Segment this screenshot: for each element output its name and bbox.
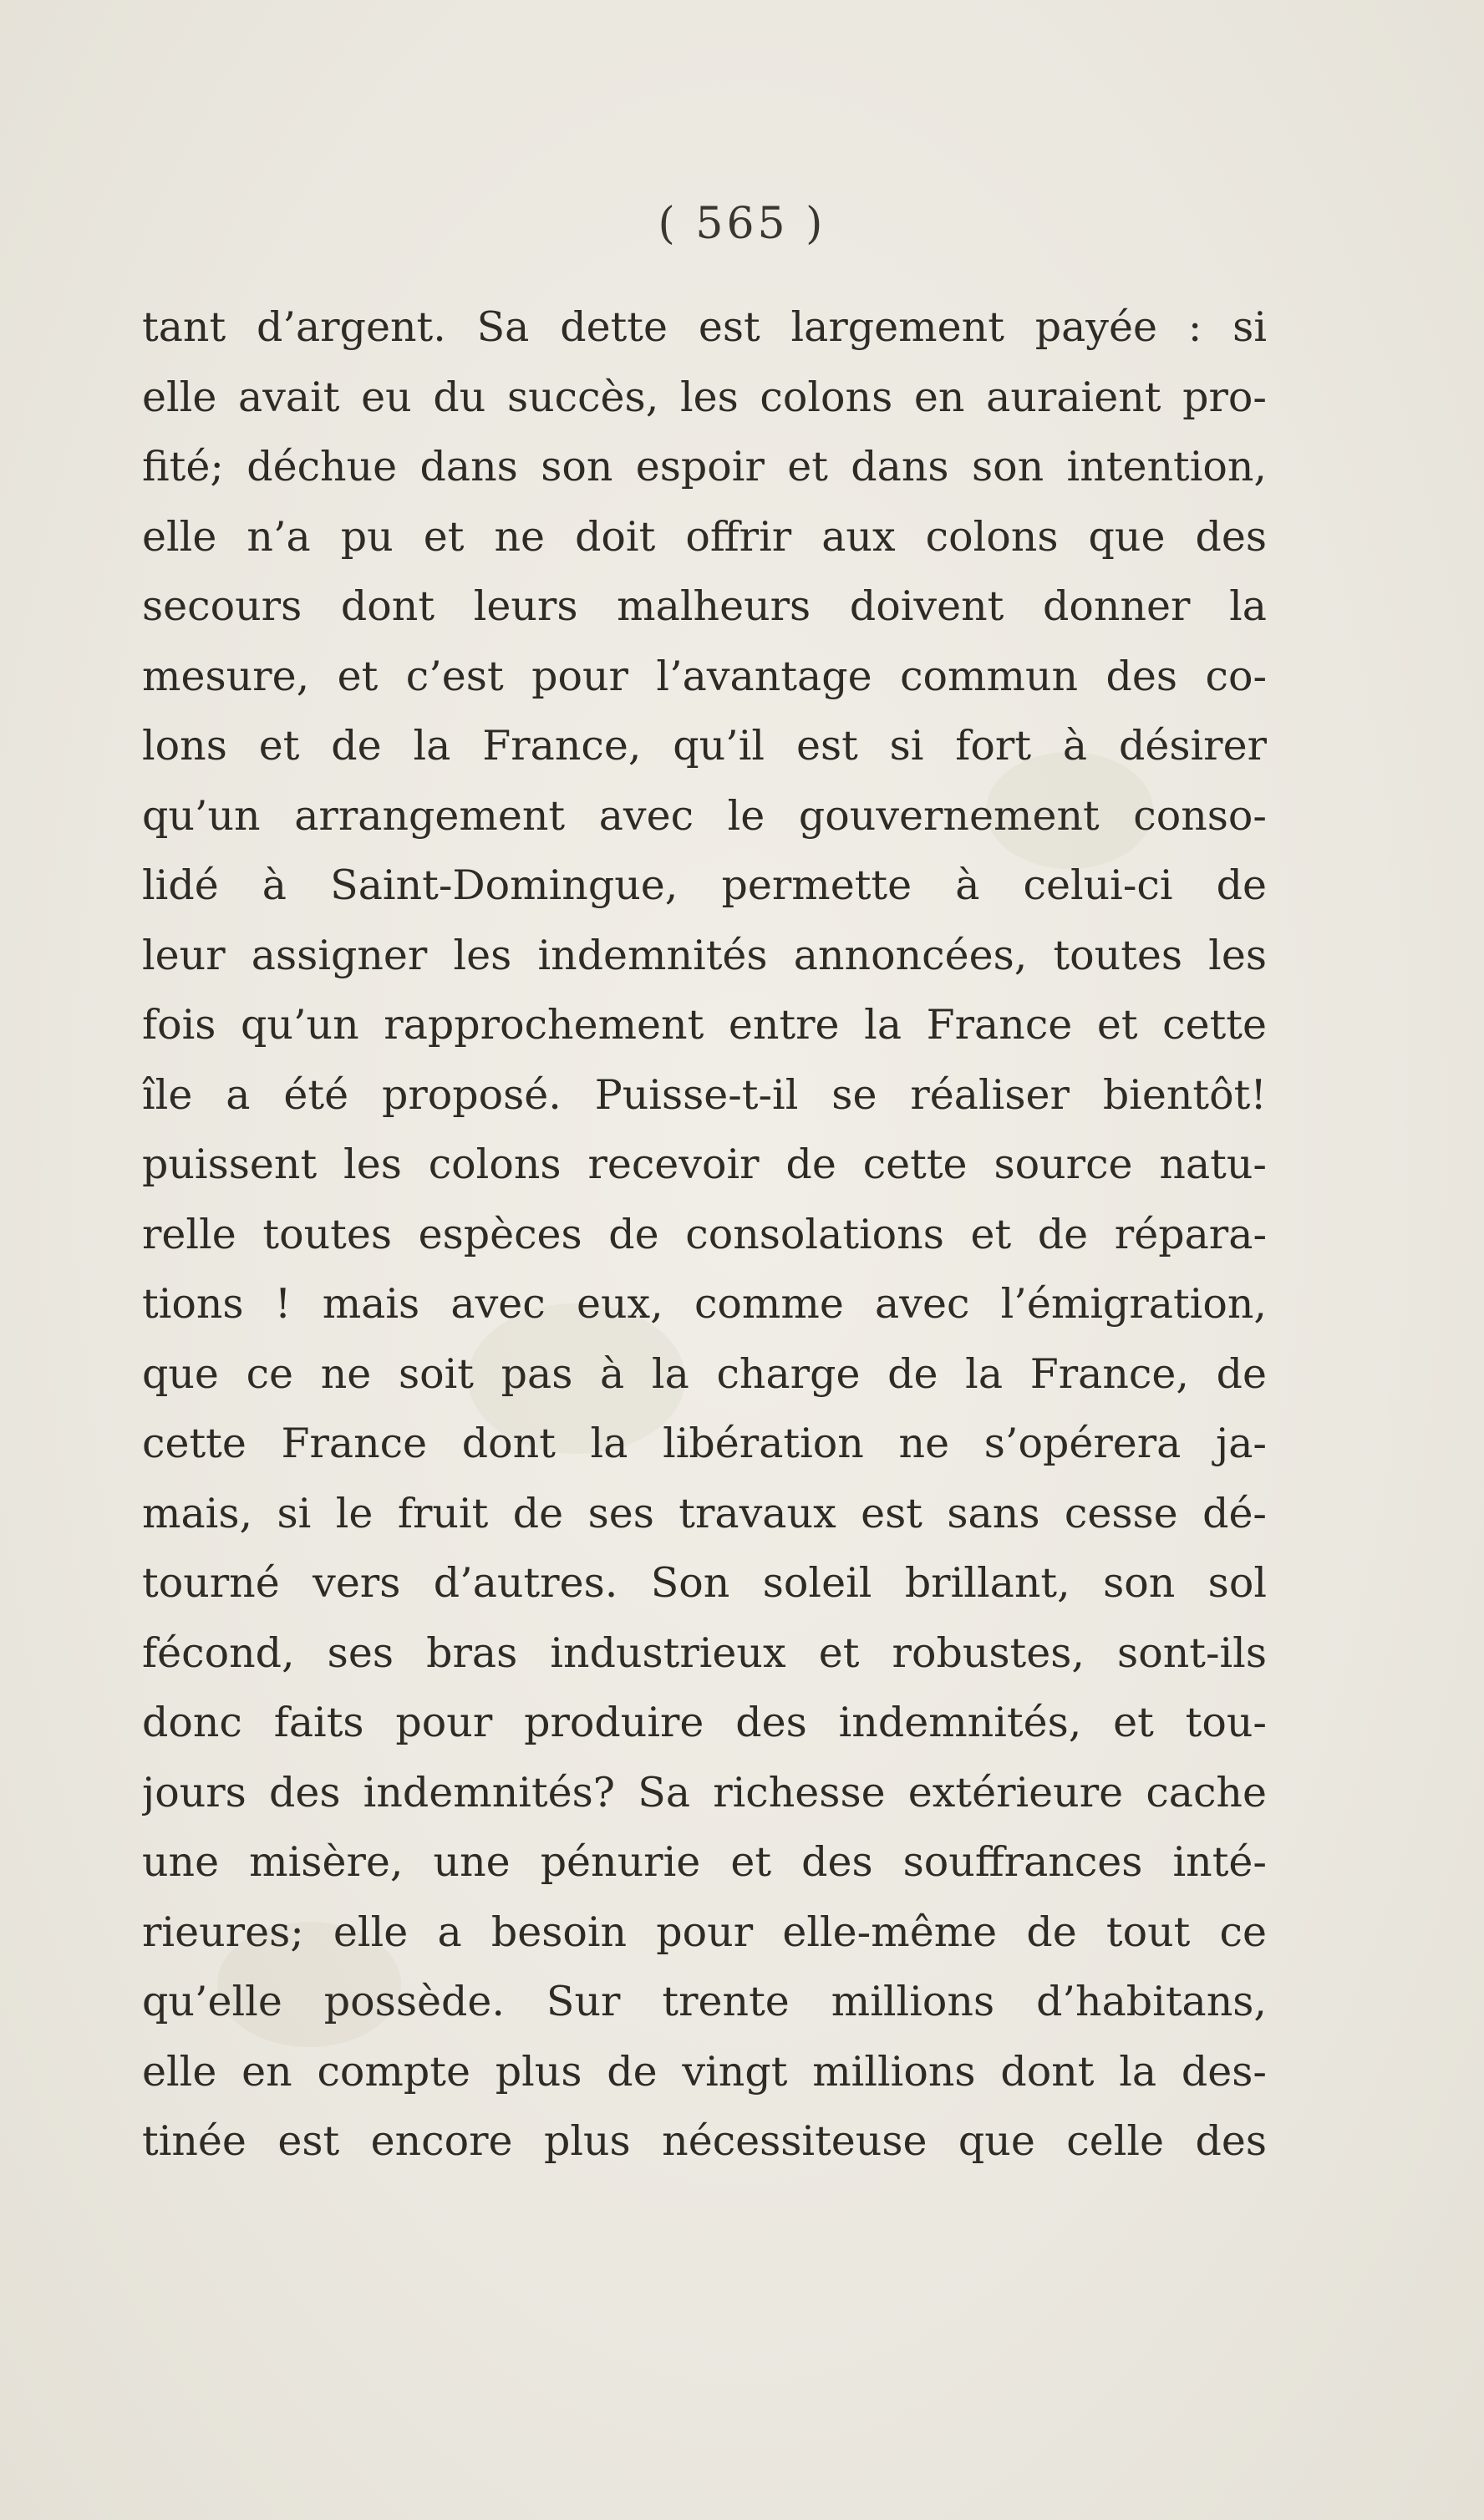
text-line: tinée est encore plus nécessiteuse que celle des	[142, 2117, 1267, 2165]
text-line: secours dont leurs malheurs doivent donner la	[142, 582, 1267, 630]
text-line: lons et de la France, qu’il est si fort à désirer	[142, 722, 1267, 770]
text-line: qu’elle possède. Sur trente millions d’habitans,	[142, 1978, 1267, 2025]
text-line: puissent les colons recevoir de cette source natu-	[142, 1141, 1267, 1188]
text-line: tourné vers d’autres. Son soleil brillant, son sol	[142, 1559, 1267, 1607]
text-line: que ce ne soit pas à la charge de la France, de	[142, 1349, 1267, 1398]
text-line: mais, si le fruit de ses travaux est sans cesse dé-	[142, 1489, 1267, 1537]
text-line: tions ! mais avec eux, comme avec l’émigration,	[142, 1280, 1267, 1328]
text-line: fécond, ses bras industrieux et robustes, sont-ils	[142, 1628, 1267, 1677]
text-line: mesure, et c’est pour l’avantage commun des co-	[142, 652, 1267, 700]
text-line: fois qu’un rapprochement entre la France et cette	[142, 1001, 1267, 1049]
text-line: cette France dont la libération ne s’opérera ja-	[142, 1420, 1267, 1467]
text-line: qu’un arrangement avec le gouvernement conso-	[142, 791, 1267, 840]
text-line: donc faits pour produire des indemnités, et tou-	[142, 1699, 1267, 1746]
text-line: lidé à Saint-Domingue, permette à celui-ci de	[142, 861, 1267, 909]
page-number: ( 565 )	[658, 199, 826, 249]
body-text	[142, 292, 1267, 2177]
text-line: tant d’argent. Sa dette est largement payée : si	[142, 303, 1267, 351]
text-line: elle en compte plus de vingt millions dont la des-	[142, 2047, 1267, 2096]
text-line: elle avait eu du succès, les colons en auraient pro-	[142, 373, 1267, 421]
text-line: relle toutes espèces de consolations et de répara-	[142, 1210, 1267, 1258]
text-line: île a été proposé. Puisse-t-il se réaliser bientôt!	[142, 1070, 1267, 1119]
text-line: jours des indemnités? Sa richesse extérieure cache	[142, 1768, 1267, 1816]
text-line: une misère, une pénurie et des souffrances inté-	[142, 1838, 1267, 1886]
text-line: fité; déchue dans son espoir et dans son intention,	[142, 443, 1267, 490]
text-line: elle n’a pu et ne doit offrir aux colons que des	[142, 512, 1267, 561]
text-line: leur assigner les indemnités annoncées, toutes les	[142, 931, 1267, 979]
text-line: rieures; elle a besoin pour elle-même de tout ce	[142, 1908, 1267, 1956]
